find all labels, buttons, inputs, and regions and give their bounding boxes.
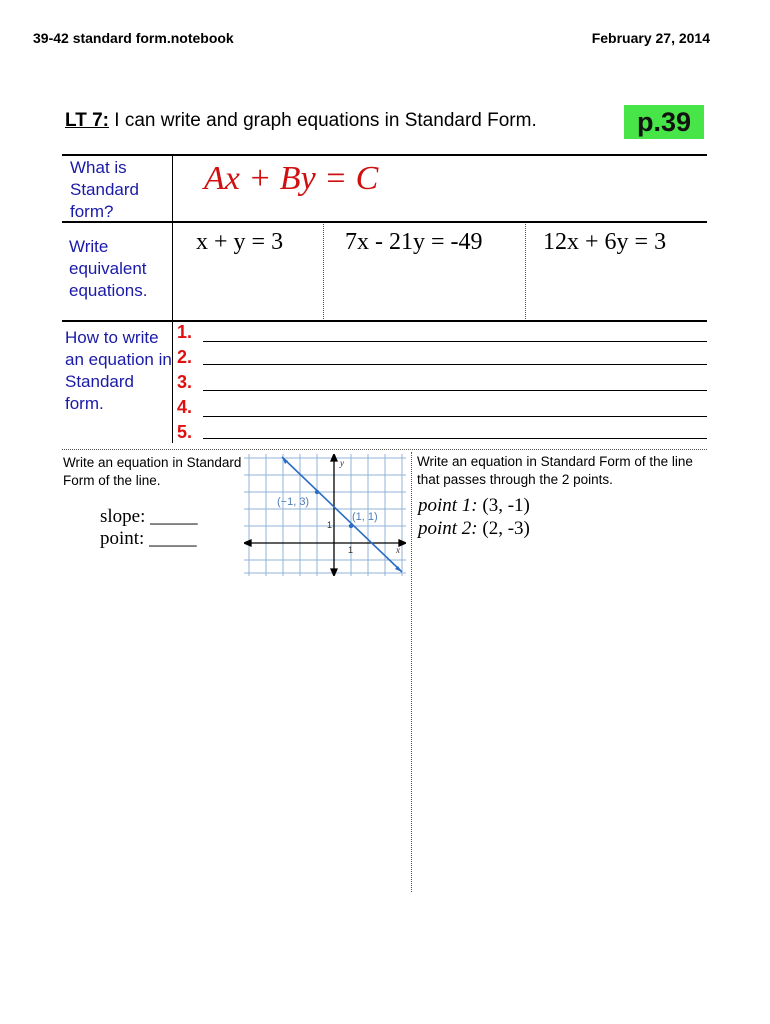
coordinate-graph: [244, 454, 406, 576]
point-a-label: (−1, 3): [277, 496, 310, 508]
equivalent-prompt: Write equivalent equations.: [69, 237, 148, 300]
point-a-dot: [315, 490, 319, 494]
learning-target: [65, 110, 537, 132]
point-b-dot: [349, 524, 353, 528]
answer-line-2: [203, 364, 707, 365]
lt-text: I can write and graph equations in Standard Form.: [114, 110, 537, 131]
page-number-badge: p.39: [624, 105, 704, 139]
y-axis-label: y: [340, 458, 344, 468]
answer-line-3: [203, 390, 707, 391]
answer-line-5: [203, 438, 707, 439]
right-instruction: Write an equation in Standard Form of the line that passes through the 2 points.: [417, 454, 693, 487]
lt-label: LT 7:: [65, 110, 109, 131]
point-1-value: (3, -1): [482, 495, 530, 516]
answer-line-1: [203, 341, 707, 342]
left-instruction: Write an equation in Standard Form of the line.: [63, 455, 242, 488]
point-2: [418, 518, 530, 540]
point-b-label: (1, 1): [352, 511, 378, 523]
standard-form-formula: Ax + By = C: [204, 160, 379, 197]
notebook-date: February 27, 2014: [591, 30, 710, 46]
x-tick-label: 1: [348, 545, 354, 555]
point-1-label: point 1:: [418, 495, 478, 516]
equation-divider-2: [525, 224, 526, 319]
vertical-section-divider: [411, 452, 412, 892]
row-divider-2: [62, 320, 707, 322]
x-axis-label: x: [396, 545, 400, 555]
y-tick-label: 1: [327, 520, 333, 530]
equation-2: 7x - 21y = -49: [345, 229, 483, 255]
step-5: 5.: [177, 422, 193, 442]
what-is-prompt: What is Standard form?: [70, 158, 139, 221]
point-label: point: _____: [100, 528, 197, 549]
slope-label: slope: _____: [100, 506, 198, 527]
step-4: 4.: [177, 397, 193, 417]
point-1: [418, 495, 530, 517]
point-2-label: point 2:: [418, 518, 478, 539]
table-top-border: [62, 154, 707, 156]
equation-divider-1: [323, 224, 324, 319]
step-3: 3.: [177, 372, 193, 392]
equation-3: 12x + 6y = 3: [543, 229, 667, 255]
answer-line-4: [203, 416, 707, 417]
section-divider: [62, 449, 707, 450]
how-to-prompt: How to write an equation in Standard form.: [65, 328, 172, 413]
notebook-filename: 39-42 standard form.notebook: [33, 30, 234, 46]
step-1: 1.: [177, 322, 193, 342]
step-2: 2.: [177, 347, 193, 367]
point-2-value: (2, -3): [482, 518, 530, 539]
equation-1: x + y = 3: [196, 229, 284, 255]
